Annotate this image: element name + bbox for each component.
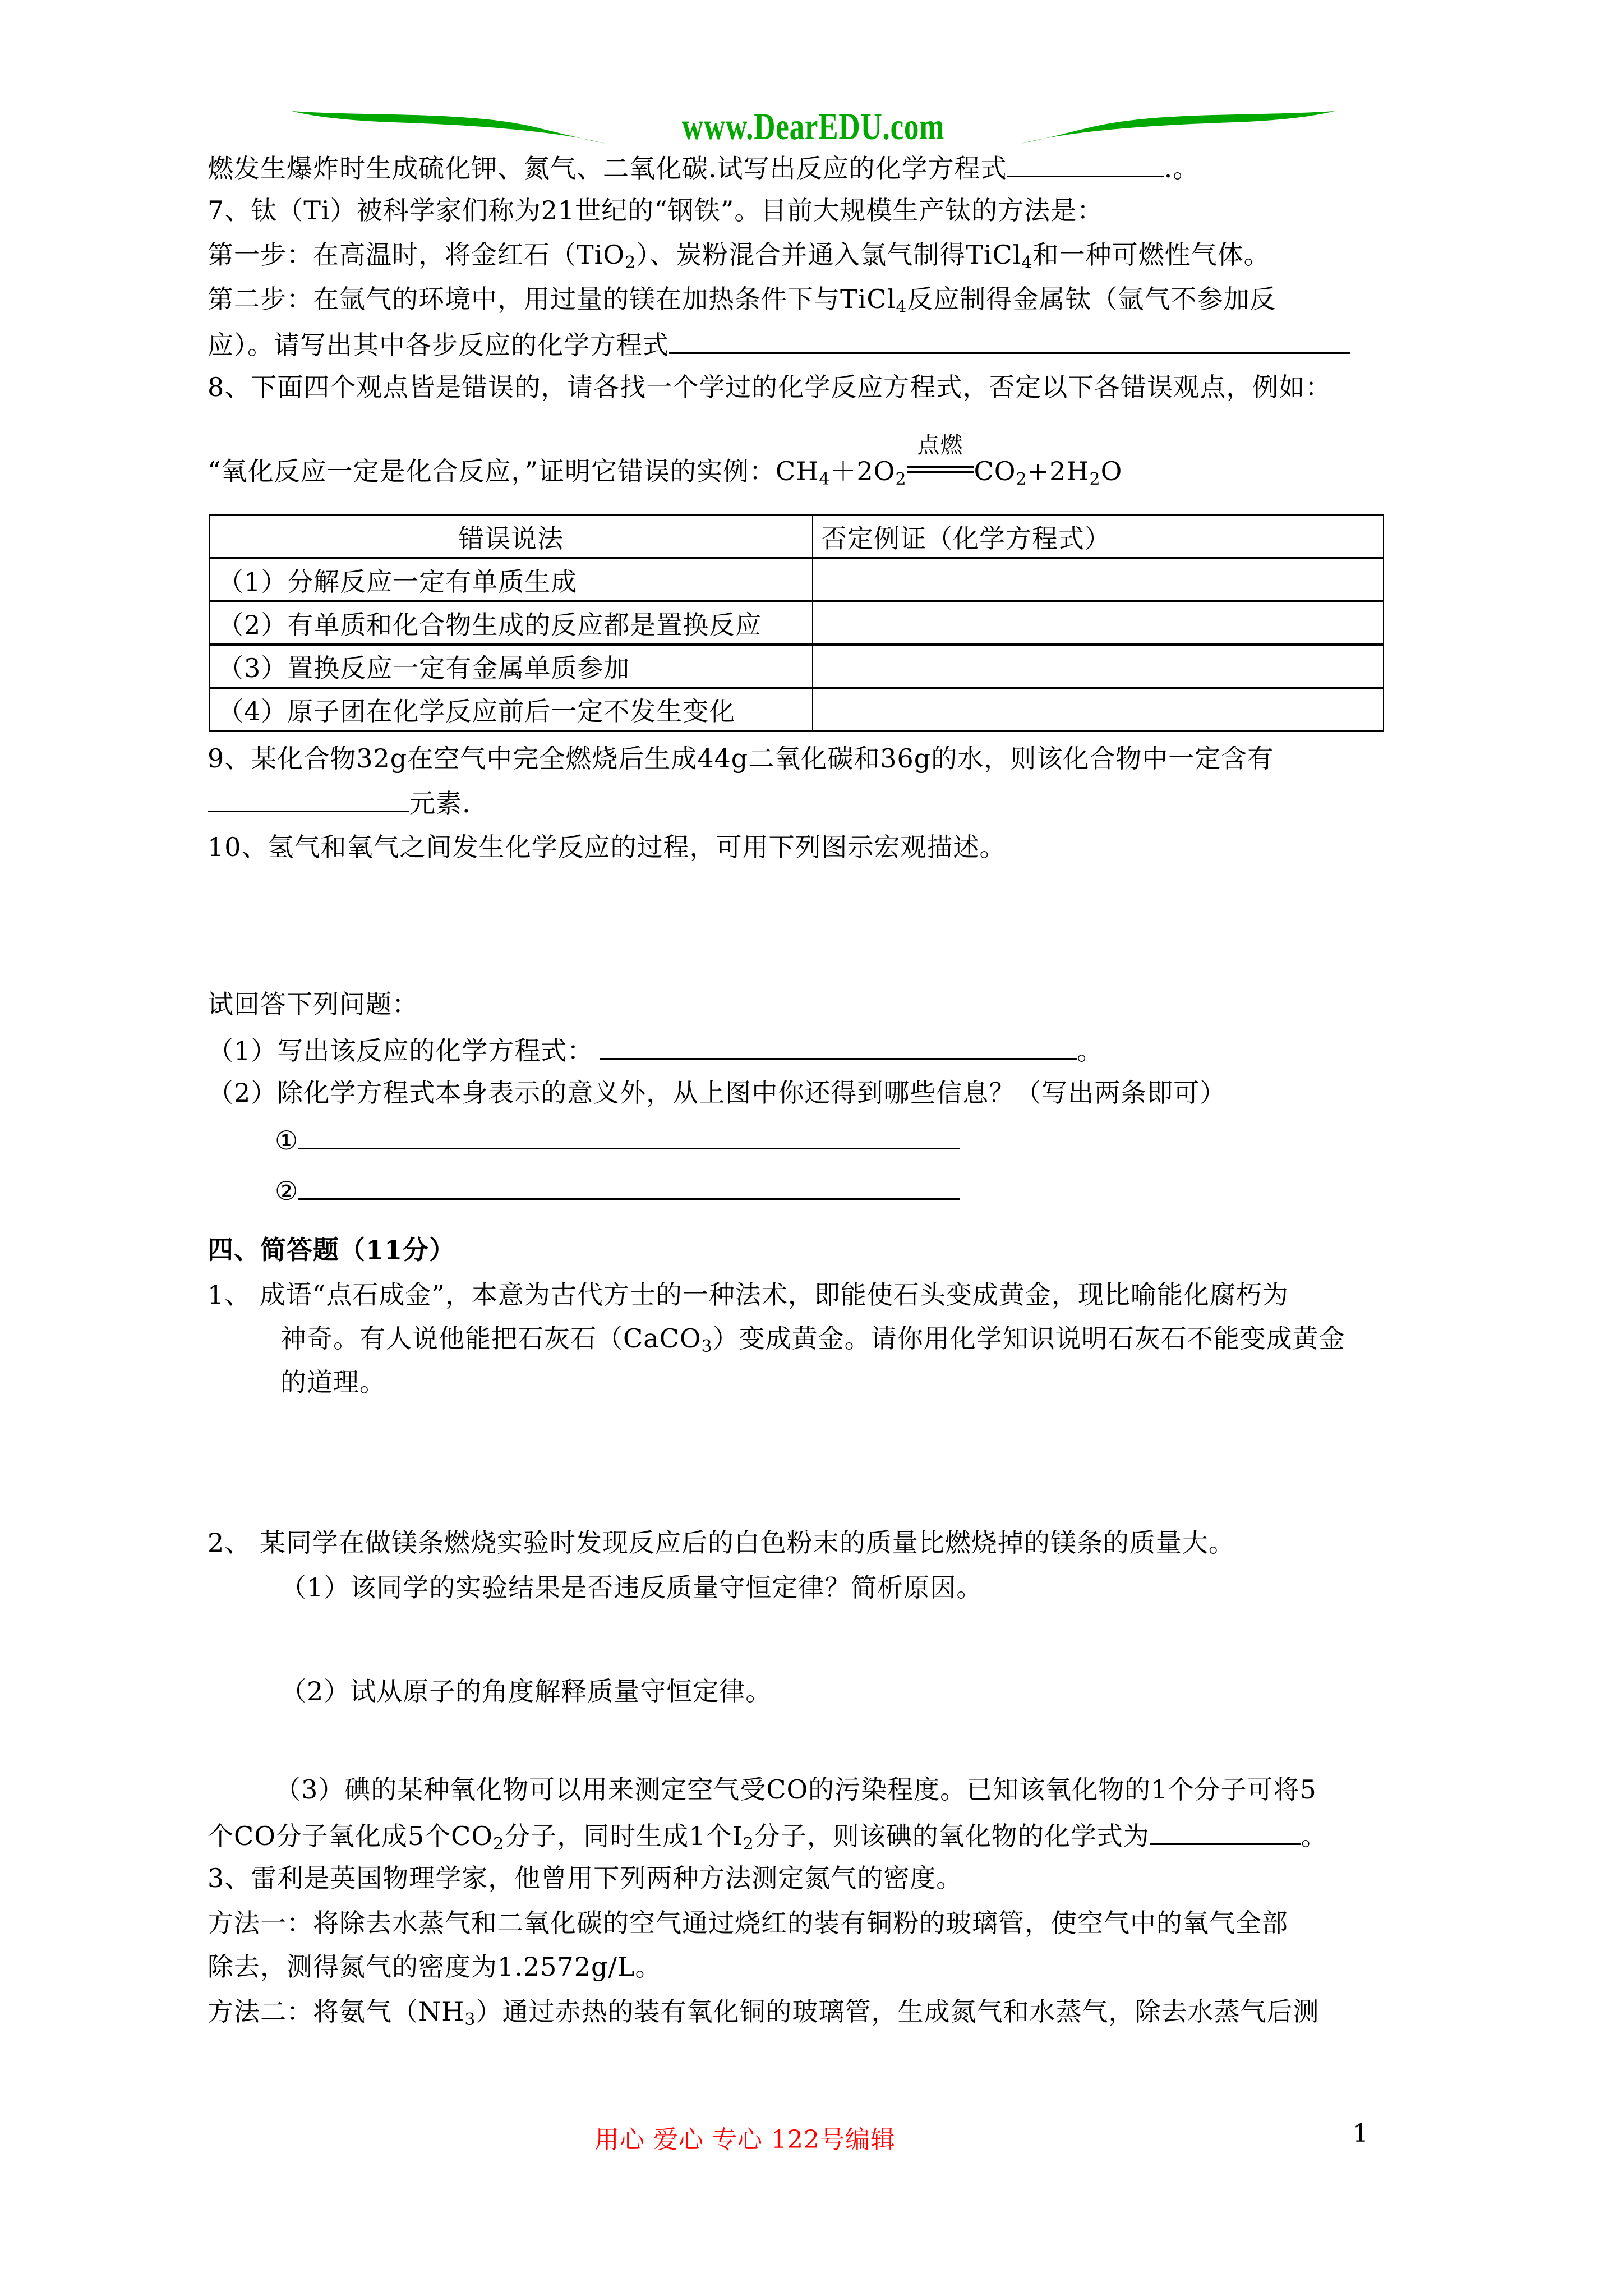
q10-sub1-end: 。 (1077, 1036, 1104, 1066)
q10-info2-blank[interactable] (298, 1172, 960, 1200)
q7-step1 (208, 238, 1270, 272)
q10-bullet2 (275, 1172, 960, 1208)
q9-line1: 9、某化合物32g在空气中完全燃烧后生成44g二氧化碳和36g的水，则该化合物中一定含有 (208, 743, 1274, 774)
table-cell-claim: （3）置换反应一定有金属单质参加 (209, 645, 813, 688)
q10-prompt: 试回答下列问题： (208, 989, 418, 1019)
s4-q2-line1: 2、 某同学在做镁条燃烧实验时发现反应后的白色粉末的质量比燃烧掉的镁条的质量大。 (208, 1527, 1235, 1558)
s4-sub3-end: 。 (1301, 1821, 1327, 1851)
s4-q3-m2-line1 (208, 1995, 1319, 2028)
s4-q1-line2-a: 神奇。有人说他能把石灰石（CaCO (280, 1323, 702, 1354)
q7-answer-blank[interactable] (669, 326, 1350, 354)
section4-title: 四、简答题（11分） (208, 1235, 456, 1265)
q10-intro: 10、氢气和氧气之间发生化学反应的过程，可用下列图示宏观描述。 (208, 832, 1006, 862)
q7-step2-text-c: 应）。请写出其中各步反应的化学方程式 (208, 330, 669, 360)
table-cell-claim: （2）有单质和化合物生成的反应都是置换反应 (209, 601, 813, 645)
table-cell-answer[interactable] (813, 601, 1384, 645)
q10-sub1-text: （1）写出该反应的化学方程式： (208, 1036, 594, 1066)
q7-step2-text-a: 第二步：在氩气的环境中，用过量的镁在加热条件下与TiCl (208, 284, 896, 314)
header-banner (292, 100, 1335, 150)
table-row (209, 601, 1384, 645)
q7-step2-sub: 4 (896, 297, 907, 317)
table-cell-claim: （1）分解反应一定有单质生成 (209, 558, 813, 601)
bullet-two: ② (275, 1176, 299, 1206)
s4-sub3-c: 分子，则该碘的氧化物的化学式为 (754, 1821, 1150, 1851)
s4-sub3-a: 个CO分子氧化成5个CO (208, 1821, 494, 1851)
q7-step1-sub: 2 (625, 253, 637, 273)
s4-q3-m1-line1: 方法一：将除去水蒸气和二氧化碳的空气通过烧红的装有铜粉的玻璃管，使空气中的氧气全部 (208, 1908, 1288, 1938)
q10-sub2: （2）除化学方程式本身表示的意义外，从上图中你还得到哪些信息？（写出两条即可） (208, 1078, 1227, 1108)
eq-right-sub2: 2 (1089, 470, 1101, 489)
table-row (209, 645, 1384, 688)
q7-step1-text-c: 和一种可燃性气体。 (1032, 240, 1270, 270)
q10-sub1 (208, 1032, 1103, 1068)
s4-sub3-b: 分子，同时生成1个I (504, 1821, 743, 1851)
q10-bullet1 (275, 1122, 960, 1157)
s4-q2-sub3-line2 (208, 1818, 1327, 1853)
table-row (209, 558, 1384, 601)
table-header-claim: 错误说法 (209, 515, 813, 558)
q7-step2-cont (208, 326, 1350, 362)
eq-right-c: O (1100, 456, 1123, 486)
s4-q1-line2-b: ）变成黄金。请你用化学知识说明石灰石不能变成黄金 (712, 1323, 1345, 1354)
eq-left-sub1: 4 (819, 470, 831, 489)
table-cell-answer[interactable] (813, 558, 1384, 601)
q9-suffix: 元素. (409, 788, 471, 818)
eq-left-b: ＋2O (830, 456, 896, 486)
s4-sub3-sub1: 2 (493, 1834, 505, 1854)
q6-answer-blank[interactable] (1007, 150, 1164, 177)
q6-tail-text: 燃发生爆炸时生成硫化钾、氮气、二氧化碳.试写出反应的化学方程式 (208, 153, 1007, 183)
s4-q2-sub1: （1）该同学的实验结果是否违反质量守恒定律？简析原因。 (280, 1572, 983, 1603)
q10-info1-blank[interactable] (298, 1122, 960, 1149)
q8-example (208, 432, 1123, 489)
s4-q1-sub: 3 (701, 1337, 713, 1356)
q8-example-text: “氧化反应一定是化合反应，”证明它错误的实例： (208, 456, 776, 486)
q9-answer-blank[interactable] (208, 785, 409, 812)
eq-left-a: CH (776, 456, 819, 486)
s4-q1-line3: 的道理。 (280, 1367, 386, 1397)
eq-right-a: CO (974, 456, 1016, 486)
s4-q1-line2 (280, 1322, 1345, 1355)
table-row (209, 688, 1384, 731)
eq-right-sub1: 2 (1016, 470, 1027, 489)
s4-m2-a: 方法二：将氨气（NH (208, 1996, 465, 2027)
s4-q2-sub2: （2）试从原子的角度解释质量守恒定律。 (280, 1676, 772, 1706)
q8-table (209, 514, 1384, 732)
q8-intro: 8、下面四个观点皆是错误的，请各找一个学过的化学反应方程式，否定以下各错误观点，例如： (208, 372, 1332, 402)
s4-q2-sub3-line1: （3）碘的某种氧化物可以用来测定空气受CO的污染程度。已知该氧化物的1个分子可将5 (275, 1774, 1317, 1805)
q7-step2 (208, 282, 1276, 316)
s4-iodine-oxide-blank[interactable] (1150, 1818, 1301, 1845)
eq-right-b: +2H (1027, 456, 1090, 486)
q9-line2 (208, 785, 471, 820)
q6-tail-end: .。 (1164, 153, 1200, 183)
q7-step2-text-b: 反应制得金属钛（氩气不参加反 (907, 284, 1276, 314)
reaction-condition-equals (907, 432, 974, 480)
s4-q3-m1-line2: 除去，测得氮气的密度为1.2572g/L。 (208, 1952, 662, 1982)
table-cell-claim: （4）原子团在化学反应前后一定不发生变化 (209, 688, 813, 731)
banner-site-name: www.DearEDU.com (681, 105, 945, 148)
q7-step1-sub2: 4 (1021, 253, 1033, 273)
condition-label: 点燃 (917, 432, 963, 458)
table-header-row (209, 515, 1384, 558)
page-number: 1 (1353, 2119, 1368, 2148)
table-header-answer: 否定例证（化学方程式） (813, 515, 1384, 558)
s4-sub3-sub2: 2 (743, 1834, 754, 1854)
footer-editor-note: 用心 爱心 专心 122号编辑 (594, 2125, 896, 2154)
bullet-one: ① (275, 1125, 299, 1156)
q6-tail-line (208, 150, 1199, 185)
s4-m2-b: ）通过赤热的装有氧化铜的玻璃管，生成氮气和水蒸气，除去水蒸气后测 (476, 1996, 1320, 2027)
eq-left-sub2: 2 (895, 470, 907, 489)
table-cell-answer[interactable] (813, 645, 1384, 688)
q7-intro: 7、钛（Ti）被科学家们称为21世纪的“钢铁”。目前大规模生产钛的方法是： (208, 195, 1104, 226)
table-cell-answer[interactable] (813, 688, 1384, 731)
s4-m2-sub: 3 (464, 2010, 476, 2030)
q7-step1-text-b: ）、炭粉混合并通入氯气制得TiCl (636, 240, 1022, 270)
s4-q1-line1: 1、 成语“点石成金”，本意为古代方士的一种法术，即能使石头变成黄金，现比喻能化腐朽为 (208, 1280, 1289, 1310)
q10-equation-blank[interactable] (600, 1032, 1077, 1060)
s4-q3-line1: 3、雷利是英国物理学家，他曾用下列两种方法测定氮气的密度。 (208, 1863, 963, 1893)
q7-step1-text-a: 第一步：在高温时，将金红石（TiO (208, 240, 625, 270)
